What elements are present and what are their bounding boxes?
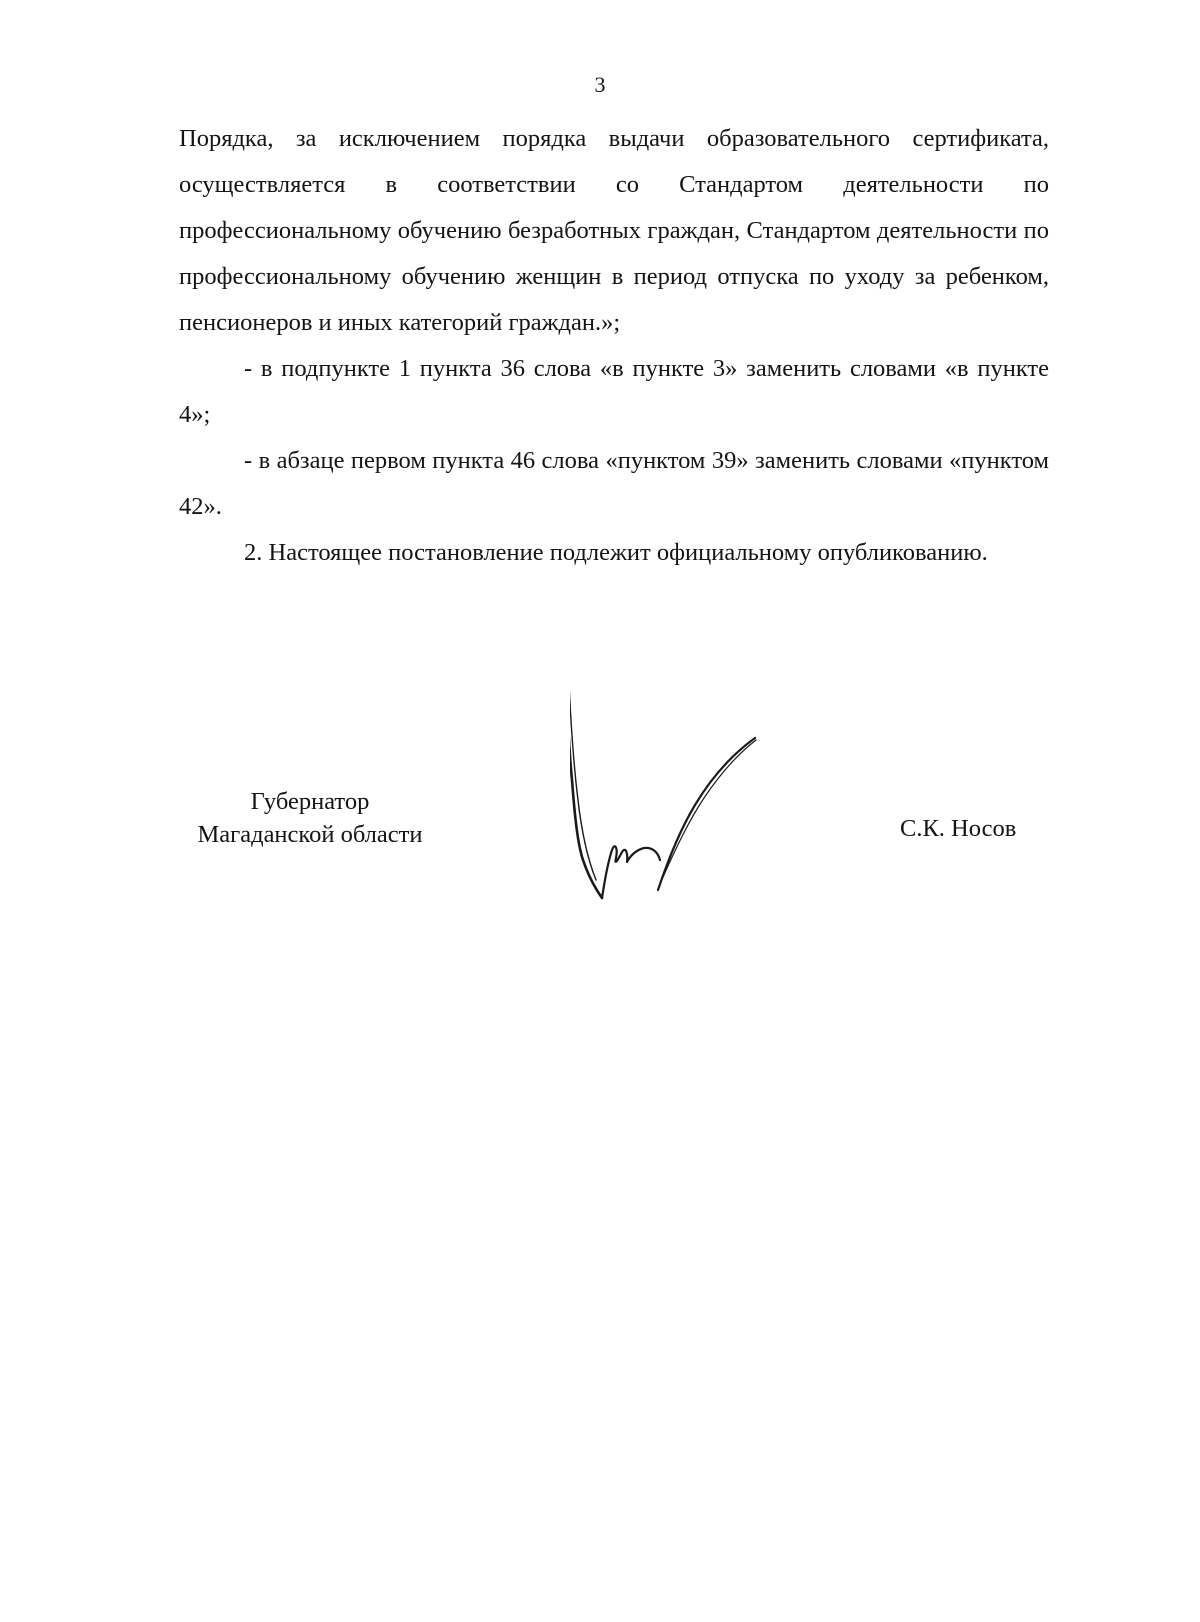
paragraph-amendment-36: - в подпункте 1 пункта 36 слова «в пункте 3» заменить словами «в пункте 4»;: [179, 355, 1049, 428]
page-number: 3: [594, 72, 606, 97]
document-body: [179, 116, 1049, 576]
paragraph-continuation: Порядка, за исключением порядка выдачи образовательного сертификата, осуществляется в соответствии со Стандартом деятельности по профессиональному обучению безработных граждан, Стандартом деятельности по профессиональному обучению женщин в период отпуска по уходу за ребенком, пенсионеров и иных категорий граждан.»;: [179, 125, 1049, 336]
handwritten-signature: [570, 670, 790, 920]
signatory-title-line2: Магаданской области: [197, 821, 423, 848]
signatory-title-line1: Губернатор: [250, 788, 370, 815]
signatory-name: С.К. Носов: [900, 815, 1017, 842]
signatory-title: [180, 785, 440, 851]
paragraph-publication: 2. Настоящее постановление подлежит официальному опубликованию.: [244, 539, 988, 566]
paragraph-amendment-46: - в абзаце первом пункта 46 слова «пунктом 39» заменить словами «пунктом 42».: [179, 447, 1049, 520]
